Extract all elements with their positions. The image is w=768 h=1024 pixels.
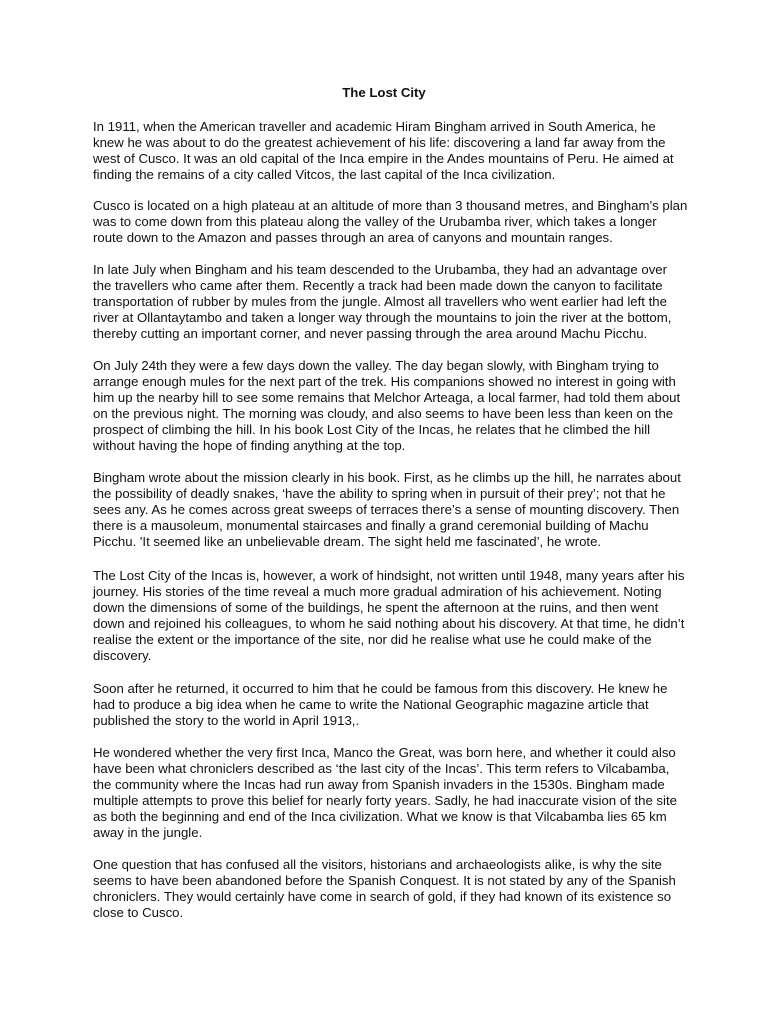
paragraph-1 <box>93 119 674 183</box>
paragraph-line: He wondered whether the very first Inca, Manco the Great, was born here, and whether it could also <box>93 745 676 760</box>
paragraph-line: without having the hope of finding anything at the top. <box>93 438 406 454</box>
paragraph-line: down and rejoined his colleagues, to whom he said nothing about his discovery. At that time, he didn’t <box>93 616 685 632</box>
paragraph-line: him up the nearby hill to see some remains that Melchor Arteaga, a local farmer, had told them about <box>93 390 681 406</box>
paragraph-line: On July 24th they were a few days down the valley. The day began slowly, with Bingham trying to <box>93 358 659 373</box>
paragraph-line: published the story to the world in April 1913,. <box>93 713 360 729</box>
paragraph-line: arrange enough mules for the next part of the trek. His companions showed no interest in going with <box>93 374 676 390</box>
paragraph-line: discovery. <box>93 648 152 664</box>
paragraph-line: the possibility of deadly snakes, ‘have the ability to spring when in pursuit of their prey’; not that he <box>93 486 666 502</box>
paragraph-line: Soon after he returned, it occurred to him that he could be famous from this discovery. He knew he <box>93 681 668 696</box>
paragraph-line: there is a mausoleum, monumental staircases and finally a grand ceremonial building of Machu <box>93 518 649 534</box>
paragraph-6 <box>93 568 685 665</box>
paragraph-line: the community where the Incas had run away from Spanish invaders in the 1530s. Bingham made <box>93 777 665 793</box>
paragraph-line: on the previous night. The morning was cloudy, and also seems to have been less than keen on the <box>93 406 674 422</box>
paragraph-line: In 1911, when the American traveller and academic Hiram Bingham arrived in South America, he <box>93 119 656 134</box>
paragraph-line: the travellers who came after them. Recently a track had been made down the canyon to facilitate <box>93 278 663 294</box>
paragraph-line: chroniclers. They would certainly have come in search of gold, if they had known of its existence so <box>93 889 672 905</box>
paragraph-line: away in the jungle. <box>93 825 203 841</box>
paragraph-line: river at Ollantaytambo and taken a longer way through the mountains to join the river at the bottom, <box>93 310 672 326</box>
paragraph-5 <box>93 470 681 550</box>
document-title: The Lost City <box>342 85 426 100</box>
paragraph-line: Bingham wrote about the mission clearly in his book. First, as he climbs up the hill, he narrates about <box>93 470 681 485</box>
paragraph-line: had to produce a big idea when he came to write the National Geographic magazine article that <box>93 697 649 713</box>
paragraph-line: prospect of climbing the hill. In his book Lost City of the Incas, he relates that he climbed the hill <box>93 422 651 438</box>
paragraph-line: finding the remains of a city called Vitcos, the last capital of the Inca civilization. <box>93 167 556 183</box>
paragraph-8 <box>93 745 677 842</box>
paragraph-line: thereby cutting an important corner, and never passing through the area around Machu Picchu. <box>93 326 648 342</box>
paragraph-line: Picchu. 'It seemed like an unbelievable dream. The sight held me fascinated’, he wrote. <box>93 534 602 550</box>
paragraph-line: west of Cusco. It was an old capital of the Inca empire in the Andes mountains of Peru. He aimed at <box>93 151 674 167</box>
paragraph-line: seems to have been abandoned before the Spanish Conquest. It is not stated by any of the Spanish <box>93 873 676 889</box>
paragraph-line: In late July when Bingham and his team descended to the Urubamba, they had an advantage over <box>93 262 668 277</box>
paragraph-line: journey. His stories of the time reveal a much more gradual admiration of his achievement. Noting <box>93 584 662 600</box>
paragraph-9 <box>93 857 676 921</box>
paragraph-line: was to come down from this plateau along the valley of the Urubamba river, which takes a longer <box>93 214 657 230</box>
paragraph-2 <box>93 198 687 246</box>
paragraph-line: as both the beginning and end of the Inca civilization. What we know is that Vilcabamba lies 65 km <box>93 809 667 825</box>
paragraph-line: down the dimensions of some of the buildings, he spent the afternoon at the ruins, and then went <box>93 600 659 616</box>
paragraph-line: route down to the Amazon and passes through an area of canyons and mountain ranges. <box>93 230 613 246</box>
paragraph-line: sees any. As he comes across great sweeps of terraces there’s a sense of mounting discovery. Then <box>93 502 680 518</box>
paragraph-4 <box>93 358 680 455</box>
paragraph-line: realise the extent or the importance of the site, nor did he realise what use he could make of the <box>93 632 652 648</box>
paragraph-line: transportation of rubber by mules from the jungle. Almost all travellers who went earlier had left the <box>93 294 667 310</box>
paragraph-line: knew he was about to do the greatest achievement of his life: discovering a land far away from the <box>93 135 666 151</box>
paragraph-line: multiple attempts to prove this belief for nearly forty years. Sadly, he had inaccurate vision of the site <box>93 793 677 809</box>
paragraph-line: have been what chroniclers described as ‘the last city of the Incas’. This term refers to Vilcabamba, <box>93 761 670 777</box>
paragraph-3 <box>93 262 671 342</box>
paragraph-line: Cusco is located on a high plateau at an altitude of more than 3 thousand metres, and Bingham’s plan <box>93 198 688 213</box>
paragraph-7 <box>93 681 667 729</box>
paragraph-line: One question that has confused all the visitors, historians and archaeologists alike, is why the site <box>93 857 662 872</box>
paragraph-line: The Lost City of the Incas is, however, a work of hindsight, not written until 1948, many years after his <box>93 568 685 583</box>
paragraph-line: close to Cusco. <box>93 905 184 921</box>
